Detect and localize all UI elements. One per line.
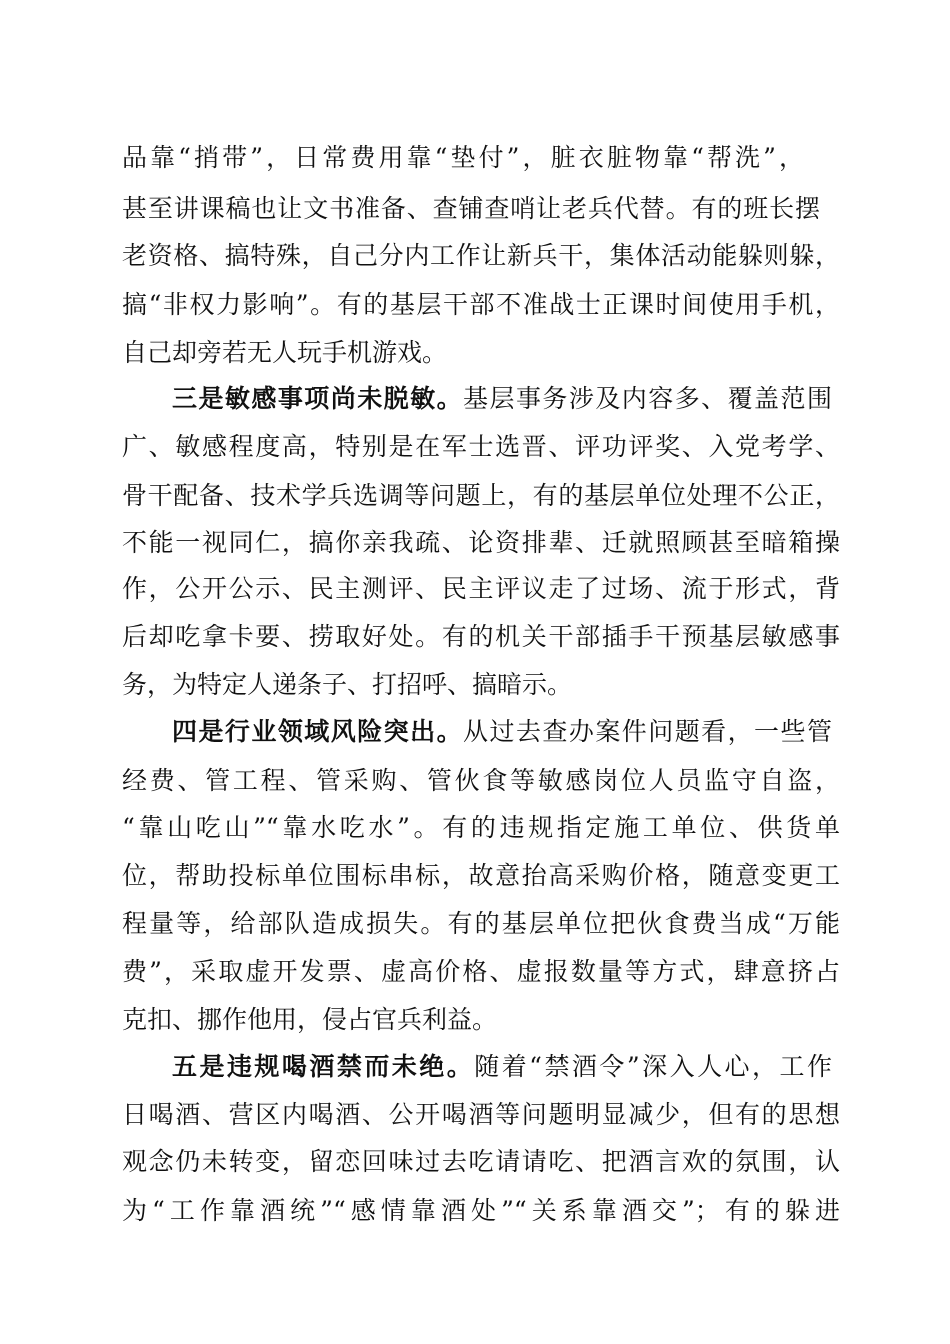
paragraph-line: 广、敏感程度高，特别是在军士选晋、评功评奖、入党考学、 [122, 432, 840, 461]
paragraph-text: 随着“禁酒令”深入人心，工作 [474, 1052, 832, 1081]
paragraph-line: 程量等，给部队造成损失。有的基层单位把伙食费当成“万能 [122, 909, 840, 938]
paragraph-heading: 三是敏感事项尚未脱敏。 [172, 384, 464, 413]
paragraph-heading: 五是违规喝酒禁而未绝。 [172, 1052, 475, 1081]
paragraph-first-line [172, 712, 832, 752]
paragraph-line: 为“工作靠酒统”“感情靠酒处”“关系靠酒交”；有的躲进 [122, 1196, 840, 1225]
paragraph-line: 务，为特定人递条子、打招呼、搞暗示。 [122, 670, 573, 699]
paragraph-line: “靠山吃山”“靠水吃水”。有的违规指定施工单位、供货单 [122, 813, 840, 842]
paragraph-line: 不能一视同仁，搞你亲我疏、论资排辈、迁就照顾甚至暗箱操 [122, 528, 840, 557]
paragraph-line: 骨干配备、技术学兵选调等问题上，有的基层单位处理不公正， [122, 481, 840, 510]
paragraph-text: 基层事务涉及内容多、覆盖范围 [463, 384, 832, 413]
paragraph-line: 经费、管工程、管采购、管伙食等敏感岗位人员监守自盗， [122, 766, 840, 795]
paragraph-line: 位，帮助投标单位围标串标，故意抬高采购价格，随意变更工 [122, 861, 840, 890]
paragraph-line: 后却吃拿卡要、捞取好处。有的机关干部插手干预基层敏感事 [122, 622, 840, 651]
paragraph-line: 甚至讲课稿也让文书准备、查铺查哨让老兵代替。有的班长摆 [122, 194, 820, 223]
paragraph-first-line [172, 1047, 832, 1087]
paragraph-line: 品靠“捎带”，日常费用靠“垫付”，脏衣脏物靠“帮洗”， [122, 143, 804, 172]
paragraph-line: 克扣、挪作他用，侵占官兵利益。 [122, 1005, 498, 1034]
paragraph-line: 自己却旁若无人玩手机游戏。 [122, 338, 448, 367]
paragraph-line: 作，公开公示、民主测评、民主评议走了过场、流于形式，背 [122, 574, 840, 603]
paragraph-first-line [172, 379, 832, 419]
paragraph-text: 从过去查办案件问题看，一些管 [463, 717, 832, 746]
paragraph-line: 日喝酒、营区内喝酒、公开喝酒等问题明显减少，但有的思想 [122, 1100, 840, 1129]
paragraph-line: 老资格、搞特殊，自己分内工作让新兵干，集体活动能躲则躲， [122, 241, 840, 270]
paragraph-line: 观念仍未转变，留恋回味过去吃请请吃、把酒言欢的氛围，认 [122, 1147, 840, 1176]
paragraph-line: 费”，采取虚开发票、虚高价格、虚报数量等方式，肆意挤占 [122, 957, 840, 986]
paragraph-line: 搞“非权力影响”。有的基层干部不准战士正课时间使用手机， [122, 290, 840, 319]
paragraph-heading: 四是行业领域风险突出。 [172, 717, 464, 746]
